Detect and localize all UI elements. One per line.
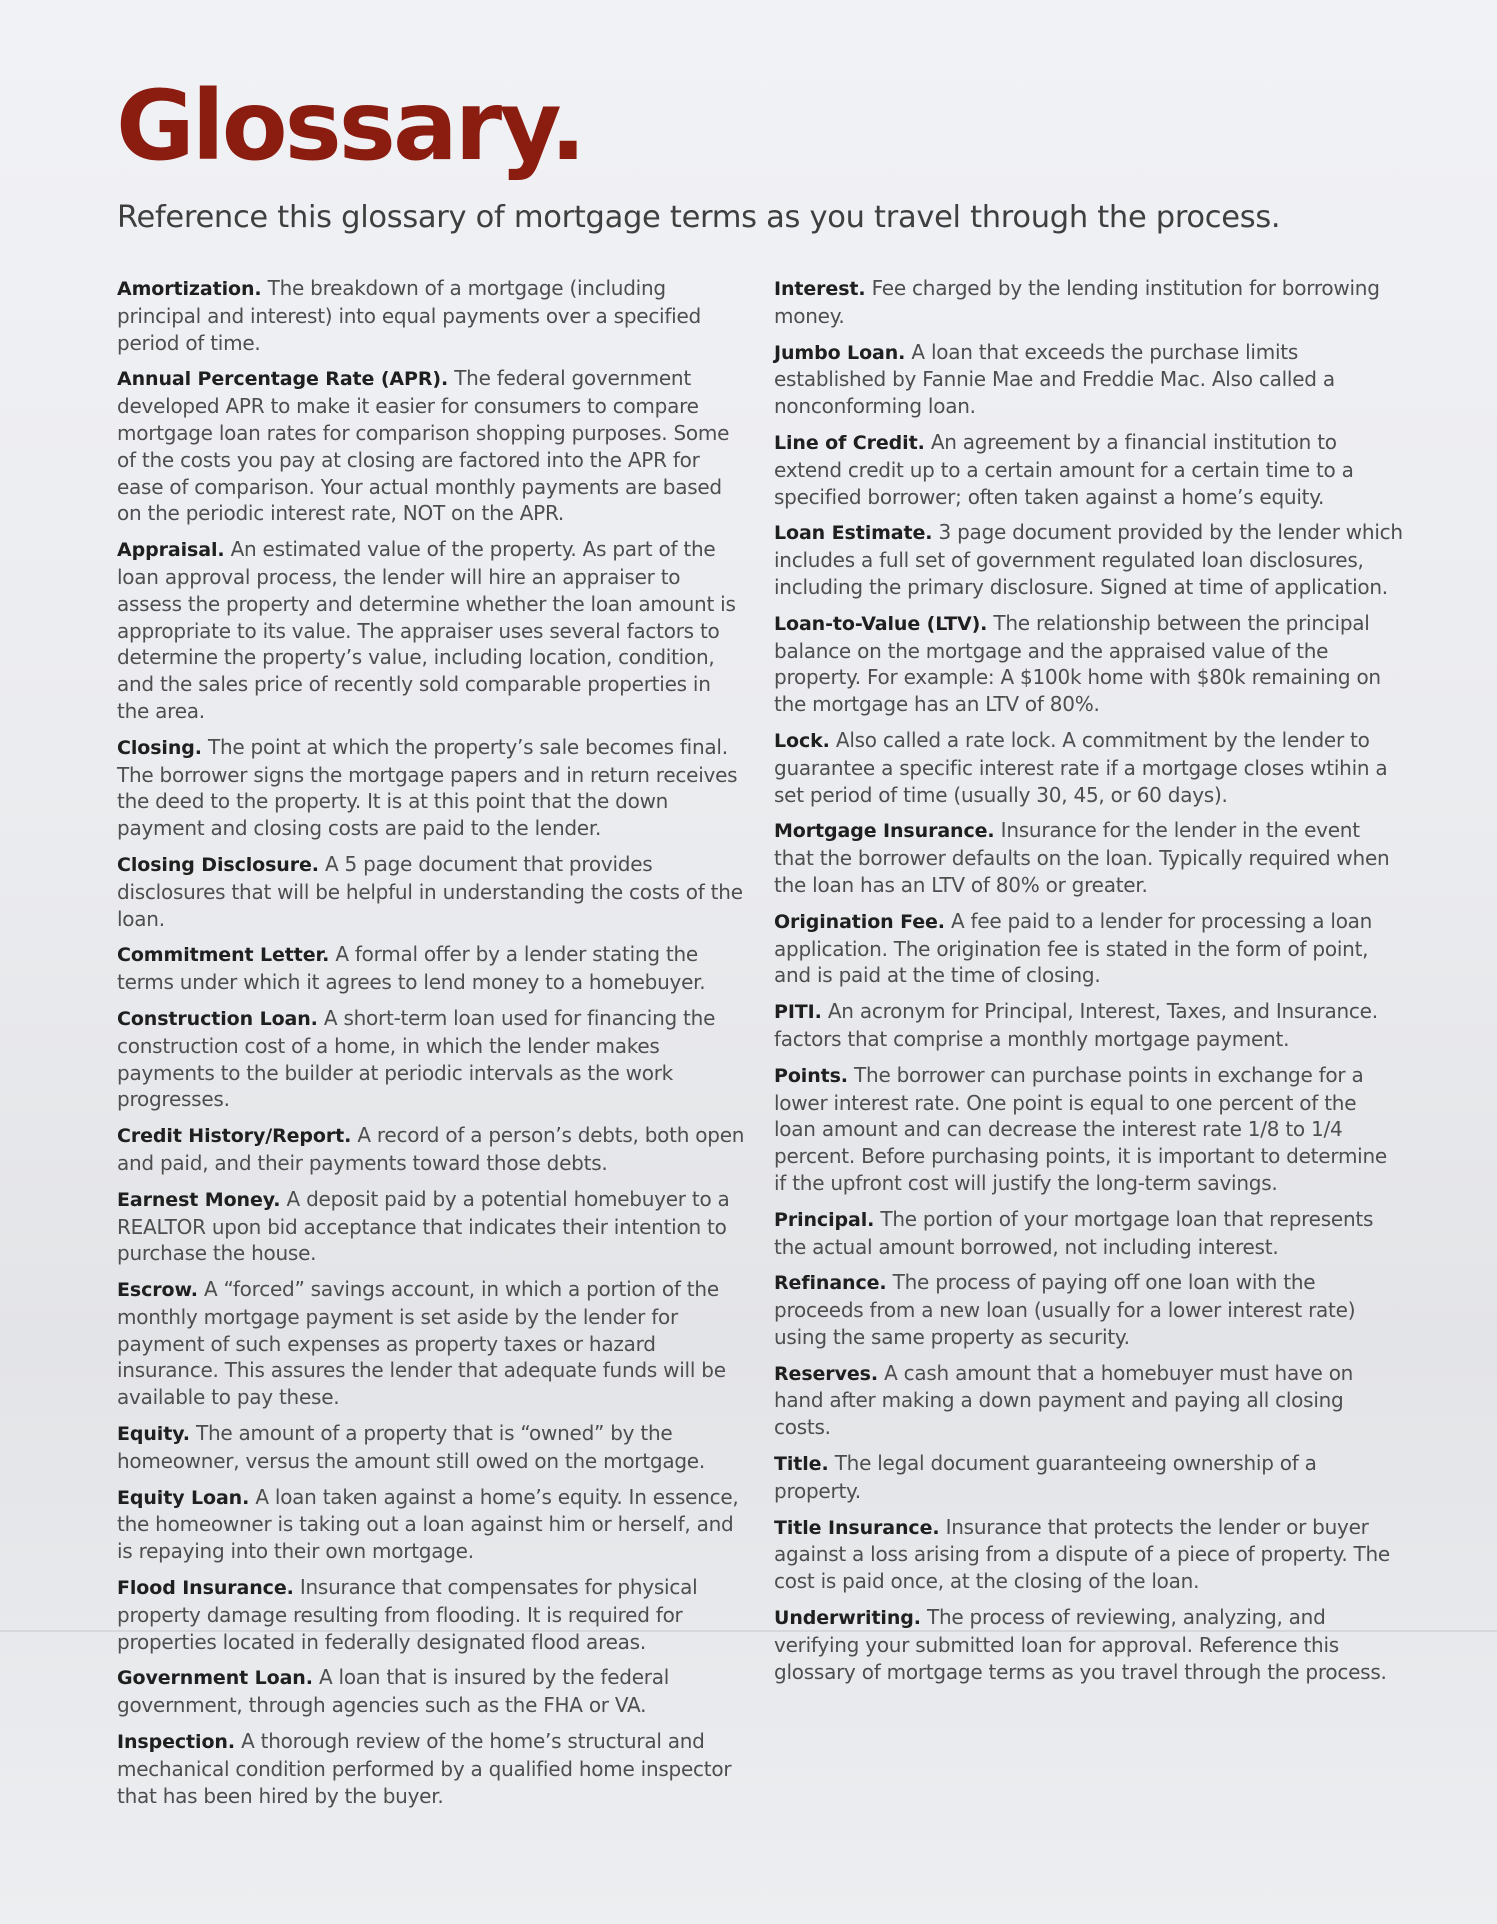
glossary-definition: Insurance that protects the lender or buyer against a loss arising from a dispute of a piece of property. The cost is paid once, at the closing of the loan. bbox=[774, 1514, 1390, 1594]
glossary-entry-loan-to-value-ltv bbox=[774, 610, 1404, 718]
glossary-definition: Insurance that compensates for physical property damage resulting from flooding. It is required for properties located in federally designated flood areas. bbox=[117, 1575, 698, 1654]
glossary-entry-construction-loan bbox=[117, 1005, 747, 1113]
glossary-term: Credit History/Report. bbox=[117, 1125, 352, 1148]
glossary-definition: A loan taken against a home’s equity. In essence, the homeowner is taking out a loan against him or herself, and is repaying into their own mortgage. bbox=[117, 1484, 739, 1564]
glossary-definition: A short-term loan used for financing the construction cost of a home, in which the lender makes payments to the builder at periodic intervals as the work progresses. bbox=[117, 1005, 716, 1112]
glossary-entry-underwriting bbox=[774, 1604, 1404, 1685]
glossary-term: Points. bbox=[774, 1064, 848, 1087]
glossary-term: Principal. bbox=[774, 1208, 875, 1231]
glossary-term: Mortgage Insurance. bbox=[774, 820, 995, 843]
glossary-definition: The federal government developed APR to make it easier for consumers to compare mortgage loan rates for comparison shopping purposes. Some of the costs you pay at closing are factored into the APR for ease of comparison. Your actual monthly payments are based on the periodic interest rate, NOT on the APR. bbox=[117, 366, 730, 526]
glossary-term: Inspection. bbox=[117, 1731, 235, 1754]
glossary-definition: An estimated value of the property. As part of the loan approval process, the lender will hire an appraiser to assess the property and determine whether the loan amount is appropriate to its value. The appraiser uses several factors to determine the property’s value, including location, condition, and the sales price of recently sold comparable properties in the area. bbox=[117, 537, 736, 723]
glossary-definition: A “forced” savings account, in which a portion of the monthly mortgage payment is set aside by the lender for payment of such expenses as property taxes or hazard insurance. This assures the lender that adequate funds will be available to pay these. bbox=[117, 1277, 726, 1410]
glossary-term: Interest. bbox=[774, 278, 866, 300]
glossary-term: Appraisal. bbox=[117, 539, 225, 562]
glossary-definition: The breakdown of a mortgage (including principal and interest) into equal payments over a specified period of time. bbox=[117, 276, 701, 355]
glossary-entry-government-loan bbox=[117, 1664, 747, 1719]
glossary-term: PITI. bbox=[774, 1001, 822, 1024]
glossary-definition: Fee charged by the lending institution for borrowing money. bbox=[774, 276, 1380, 328]
glossary-term: Closing. bbox=[117, 736, 202, 759]
glossary-definition: The borrower can purchase points in exchange for a lower interest rate. One point is equal to one percent of the loan amount and can decrease the interest rate 1/8 to 1/4 percent. Before purchasing points, it is important to determine if the upfront cost will justify the long-term savings. bbox=[774, 1062, 1387, 1195]
glossary-definition: A thorough review of the home’s structural and mechanical condition performed by a qualified home inspector that has been hired by the buyer. bbox=[117, 1729, 732, 1808]
glossary-entry-flood-insurance bbox=[117, 1574, 747, 1655]
glossary-entry-commitment-letter bbox=[117, 941, 747, 996]
glossary-definition: 3 page document provided by the lender which includes a full set of government regulated loan disclosures, including the primary disclosure. Signed at time of application. bbox=[774, 520, 1403, 599]
glossary-entry-refinance bbox=[774, 1269, 1404, 1350]
glossary-entry-equity bbox=[117, 1420, 747, 1475]
glossary-entry-origination-fee bbox=[774, 908, 1404, 989]
glossary-entry-escrow bbox=[117, 1276, 747, 1411]
glossary-definition: A 5 page document that provides disclosures that will be helpful in understanding the costs of the loan. bbox=[117, 851, 743, 931]
glossary-entry-piti bbox=[774, 998, 1404, 1053]
glossary-column-right bbox=[774, 275, 1404, 1694]
glossary-entry-principal bbox=[774, 1206, 1404, 1261]
glossary-term: Government Loan. bbox=[117, 1667, 313, 1690]
glossary-term: Flood Insurance. bbox=[117, 1577, 294, 1600]
glossary-term: Title. bbox=[774, 1453, 829, 1476]
glossary-term: Underwriting. bbox=[774, 1607, 921, 1630]
glossary-term: Closing Disclosure. bbox=[117, 853, 319, 876]
glossary-entry-mortgage-insurance bbox=[774, 817, 1404, 898]
glossary-entry-line-of-credit bbox=[774, 429, 1404, 510]
glossary-definition: The relationship between the principal balance on the mortgage and the appraised value of the property. For example: A $100k home with $80k remaining on the mortgage has an LTV of 80%. bbox=[774, 610, 1381, 717]
glossary-definition: Insurance for the lender in the event that the borrower defaults on the loan. Typically required when the loan has an LTV of 80% or greater. bbox=[774, 818, 1390, 897]
glossary-term: Equity Loan. bbox=[117, 1486, 250, 1509]
glossary-definition: A fee paid to a lender for processing a loan application. The origination fee is stated in the form of point, and is paid at the time of closing. bbox=[774, 908, 1373, 988]
glossary-definition: The portion of your mortgage loan that represents the actual amount borrowed, not including interest. bbox=[774, 1206, 1374, 1259]
glossary-entry-inspection bbox=[117, 1728, 747, 1809]
glossary-definition: The point at which the property’s sale becomes final. The borrower signs the mortgage papers and in return receives the deed to the property. It is at this point that the down payment and closing costs are paid to the lender. bbox=[117, 734, 738, 841]
glossary-definition: An acronym for Principal, Interest, Taxes, and Insurance. factors that comprise a monthly mortgage payment. bbox=[774, 999, 1378, 1051]
glossary-definition: Also called a rate lock. A commitment by the lender to guarantee a specific interest rate if a mortgage closes wtihin a set period of time (usually 30, 45, or 60 days). bbox=[774, 727, 1388, 807]
glossary-column-left bbox=[117, 275, 747, 1818]
glossary-term: Annual Percentage Rate (APR). bbox=[117, 368, 449, 391]
glossary-entry-lock bbox=[774, 727, 1404, 808]
glossary-entry-interest bbox=[774, 275, 1404, 330]
glossary-definition: The process of paying off one loan with the proceeds from a new loan (usually for a lower interest rate) using the same property as security. bbox=[774, 1270, 1356, 1349]
glossary-definition: An agreement by a financial institution to extend credit up to a certain amount for a certain time to a specified borrower; often taken against a home’s equity. bbox=[774, 429, 1354, 509]
page-subtitle: Reference this glossary of mortgage terms as you travel through the process. bbox=[117, 200, 1281, 235]
glossary-term: Amortization. bbox=[117, 278, 262, 300]
glossary-entry-title bbox=[774, 1450, 1404, 1505]
glossary-entry-annual-percentage-rate-apr bbox=[117, 365, 747, 527]
glossary-term: Refinance. bbox=[774, 1272, 887, 1295]
glossary-entry-jumbo-loan bbox=[774, 339, 1404, 420]
page-title: Glossary. bbox=[116, 70, 584, 182]
glossary-entry-points bbox=[774, 1062, 1404, 1197]
glossary-term: Loan-to-Value (LTV). bbox=[774, 612, 988, 635]
glossary-term: Reserves. bbox=[774, 1362, 878, 1385]
glossary-entry-reserves bbox=[774, 1360, 1404, 1441]
glossary-entry-equity-loan bbox=[117, 1484, 747, 1565]
glossary-definition: The process of reviewing, analyzing, and verifying your submitted loan for approval. Reference this glossary of mortgage terms as you travel through the process. bbox=[774, 1605, 1387, 1684]
glossary-entry-appraisal bbox=[117, 536, 747, 725]
glossary-definition: A cash amount that a homebuyer must have on hand after making a down payment and paying all closing costs. bbox=[774, 1360, 1354, 1440]
glossary-term: Loan Estimate. bbox=[774, 522, 933, 545]
glossary-term: Line of Credit. bbox=[774, 431, 925, 454]
glossary-term: Earnest Money. bbox=[117, 1188, 281, 1211]
glossary-entry-amortization bbox=[117, 275, 747, 356]
glossary-entry-earnest-money bbox=[117, 1186, 747, 1267]
glossary-definition: A deposit paid by a potential homebuyer to a REALTOR upon bid acceptance that indicates their intention to purchase the house. bbox=[117, 1186, 730, 1266]
glossary-term: Jumbo Loan. bbox=[774, 341, 906, 364]
glossary-term: Title Insurance. bbox=[774, 1516, 940, 1539]
glossary-term: Origination Fee. bbox=[774, 910, 945, 933]
glossary-definition: A loan that exceeds the purchase limits established by Fannie Mae and Freddie Mac. Also called a nonconforming loan. bbox=[774, 339, 1335, 419]
glossary-entry-loan-estimate bbox=[774, 519, 1404, 600]
glossary-definition: A loan that is insured by the federal government, through agencies such as the FHA or VA. bbox=[117, 1665, 670, 1718]
glossary-term: Escrow. bbox=[117, 1279, 198, 1302]
glossary-definition: A formal offer by a lender stating the terms under which it agrees to lend money to a homebuyer. bbox=[117, 942, 706, 995]
glossary-entry-closing-disclosure bbox=[117, 851, 747, 932]
glossary-entry-credit-history-report bbox=[117, 1122, 747, 1177]
glossary-term: Equity. bbox=[117, 1423, 190, 1446]
glossary-entry-closing bbox=[117, 734, 747, 842]
glossary-definition: The legal document guaranteeing ownership of a property. bbox=[774, 1451, 1317, 1503]
glossary-term: Commitment Letter. bbox=[117, 944, 330, 967]
glossary-definition: A record of a person’s debts, both open and paid, and their payments toward those debts. bbox=[117, 1123, 745, 1175]
glossary-entry-title-insurance bbox=[774, 1514, 1404, 1595]
glossary-term: Lock. bbox=[774, 729, 830, 752]
glossary-definition: The amount of a property that is “owned” by the homeowner, versus the amount still owed on the mortgage. bbox=[117, 1421, 705, 1473]
glossary-term: Construction Loan. bbox=[117, 1007, 318, 1030]
